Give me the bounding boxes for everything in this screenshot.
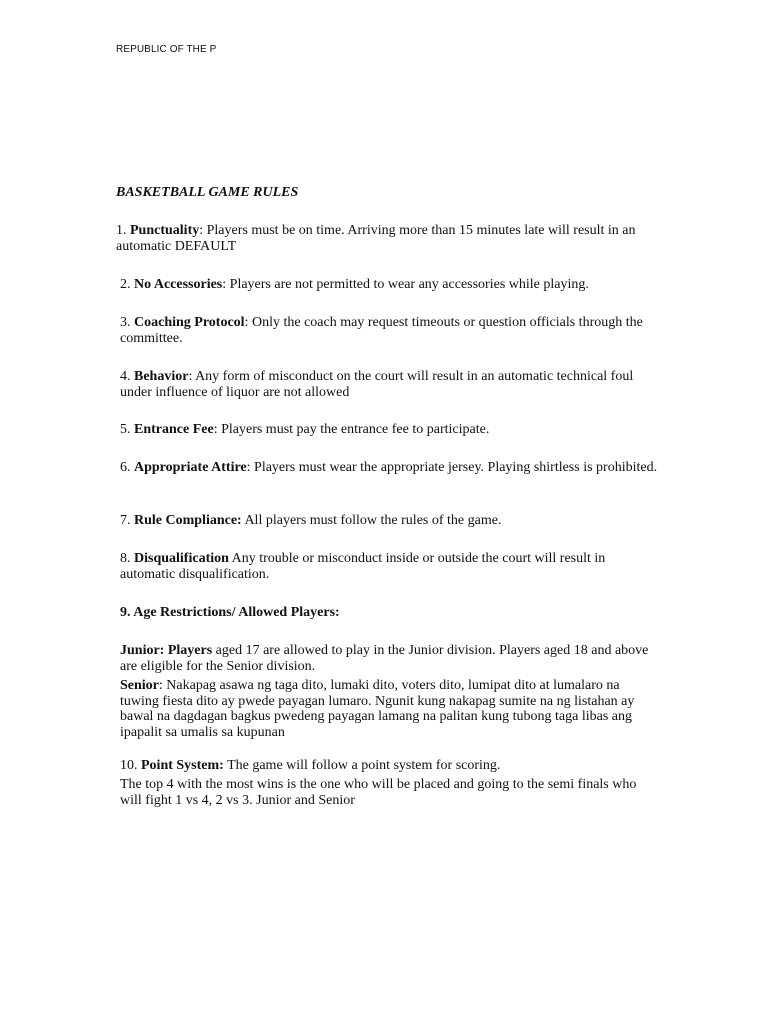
rule-no-accessories [120, 277, 660, 293]
rule-text: : Players must be on time. Arriving more than 15 minutes late will result in an automatic DEFAULT [116, 223, 636, 254]
rule-number: 7. [120, 513, 131, 528]
rule-term: No Accessories [134, 277, 223, 292]
rule-term: Appropriate Attire [134, 460, 247, 475]
rule-term: Behavior [134, 369, 189, 384]
rule-behavior [120, 369, 660, 400]
rule-compliance [120, 513, 660, 529]
junior-division-rule [120, 643, 660, 674]
rule-text: Any trouble or misconduct inside or outside the court will result in automatic disqualification. [120, 551, 606, 582]
rule-term: Junior: Players [120, 643, 213, 658]
senior-division-rule [120, 678, 660, 740]
rule-number: 2. [120, 277, 131, 292]
rule-text: : Nakapag asawa ng taga dito, lumaki dito, voters dito, lumipat dito at lumalaro na tuwing fiesta dito ay pwede payagan lumaro. Ngunit kung nakapag sumite na ng listahan ay bawal na dagdagan bagkus pwedeng payagan lamang na palitan kung tubong taga libas ang ipapalit sa umalis sa kupunan [120, 678, 635, 740]
rule-number: 6. [120, 460, 131, 475]
rule-coaching-protocol [120, 315, 660, 346]
document-title: BASKETBALL GAME RULES [116, 185, 299, 200]
rule-text: : Players must wear the appropriate jersey. Playing shirtless is prohibited. [246, 460, 658, 475]
rule-term: Point System: [141, 758, 224, 773]
rule-number: 8. [120, 551, 131, 566]
rule-text: : Any form of misconduct on the court will result in an automatic technical foul under influence of liquor are not allowed [120, 369, 634, 400]
page-header: REPUBLIC OF THE P [116, 44, 217, 55]
rule-number: 1. [116, 223, 127, 238]
rule-term: Rule Compliance: [134, 513, 242, 528]
rule-entrance-fee [120, 422, 660, 438]
rule-disqualification [120, 551, 660, 582]
rule-term: Punctuality [130, 223, 200, 238]
rule-text: : Players must pay the entrance fee to participate. [213, 422, 490, 437]
rule-term: Disqualification [134, 551, 229, 566]
rule-point-system [120, 758, 660, 774]
age-restrictions-heading: 9. Age Restrictions/ Allowed Players: [120, 605, 340, 620]
rule-term: Entrance Fee [134, 422, 214, 437]
rule-term: Coaching Protocol [134, 315, 245, 330]
rule-term: Senior [120, 678, 159, 693]
rule-number: 4. [120, 369, 131, 384]
rule-punctuality [116, 223, 656, 254]
rule-number: 10. [120, 758, 138, 773]
rule-text: : Players are not permitted to wear any accessories while playing. [222, 277, 589, 292]
rule-text: The game will follow a point system for scoring. [223, 758, 501, 773]
rule-appropriate-attire [120, 460, 660, 476]
rule-text: aged 17 are allowed to play in the Junior division. Players aged 18 and above are eligible for the Senior division. [120, 643, 649, 674]
rule-text: All players must follow the rules of the game. [241, 513, 502, 528]
rule-number: 5. [120, 422, 131, 437]
point-system-detail: The top 4 with the most wins is the one who will be placed and going to the semi finals who will fight 1 vs 4, 2 vs 3. Junior and Senior [120, 777, 637, 808]
rule-text: : Only the coach may request timeouts or question officials through the committee. [120, 315, 643, 346]
rule-number: 3. [120, 315, 131, 330]
